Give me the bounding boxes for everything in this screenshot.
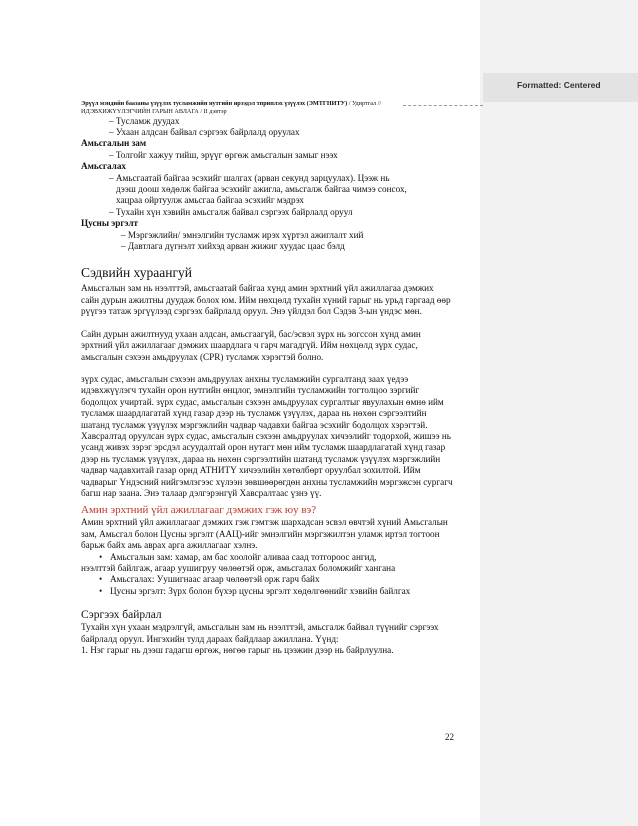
header-line2: ИДЭВХИЖҮҮЛЭГЧИЙН ГАРЫН АВЛАГА / II дэвтэр — [81, 107, 227, 115]
paragraph: зүрх судас, амьсгалын сэхээн амьдруулах анхны тусламжийн сургалтанд заах үедээ идэвхжүүлэгч тухайн орон нутгийн өнцлог, эмнэлгийн тусламжийн тогтолцоо зэргийг бодолцох учиртай. зүрх судас, амьсгалын сэхээн амьдруулах сургалтыг явуулахын өмнө ийм тусламж шаардлагатай хүнд газар дээр нь тусламж үзүүлэх, дараа нь нөхөн сэргээлтийн шатанд тусламж үзүүлэх мэргэжлийн чадвар чадавхи байгаа эсэхийг бодолцох хэрэгтэй. Хавсралтад оруулсан зүрх судас, амьсгалын сэхээн амьдруулах хичээлийг тодорхой, жишээ нь усанд живэх зэрэг эрсдэл асуудалтай орон нутагт мөн ийм тусламж шаардлагатай хүнд газар дээр нь тусламж үзүүлэх, дараа нь нөхөн сэргээлтийн шатанд тусламж үзүүлэх мэргэжлийн чадвар чадавхитай газар орнд АТНИТҮ хичээлийн хөтөлбөрт оруулбал зохилтой. Ийм чадварыг Үндэсний нийгэмлэгээс хүлээн зөвшөөрөгдөн анхны тусламжийн мэргэжсэн сургагч багш нар заана. Энэ талаар дэлгэрэнгүй Хавсралтаас үзнэ үү. — [81, 373, 453, 498]
header-rest: / Удиртгал // — [348, 100, 382, 107]
list-item: – Тухайн хүн хэвийн амьсгалж байвал сэргээх байрлалд оруул — [109, 206, 353, 217]
bullet-list — [81, 552, 454, 563]
list-item: – Мэргэжлийн/ эмнэлгийн тусламж ирэх хүртэл ажиглалт хий — [121, 229, 364, 240]
paragraph: Амьсгалын зам нь нээлттэй, амьсгаатай байгаа хүнд амин эрхтний үйл ажиллагаа дэмжих сайн дурын ажилтны дуудаж болох юм. Ийм нөхцөлд тухайн хүний гарыг нь урьд гаргаад өөр рүүгээ татаж эргүүлээд сэргээх байрлалд оруул. Энэ үйлдэл бол Сэдэв 3-ын үндэс мөн. — [81, 283, 451, 317]
step-item: 1. Нэг гарыг нь дээш гадагш өргөж, нөгөө гарыг нь цээжин дээр нь байрлуулна. — [81, 645, 394, 656]
comment-label: Formatted: Centered — [517, 80, 601, 90]
summary-title: Сэдвийн хураангуй — [81, 265, 193, 281]
document-page — [81, 100, 454, 742]
list-item: – Ухаан алдсан байвал сэргээх байрлалд оруулах — [109, 127, 300, 137]
list-item: – Тусламж дуудах — [109, 115, 180, 126]
bullet-item: • Цусны эргэлт: Зүрх болон бүхэр цусны эргэлт хөдөлгөөнийг хэвийн байлгах — [101, 586, 454, 597]
paragraph: Сайн дурын ажилтнууд ухаан алдсан, амьсгаагүй, бас/эсвэл зүрх нь зогссон хүнд амин эрхтний үйл ажиллагааг дэмжих шаардлага ч гарч магадгүй. Ийм нөхцөлд зүрх судас, амьсгалын сэхээн амьдруулах (CPR) тусламж хэрэгтэй болно. — [81, 328, 421, 362]
why-title: Амин эрхтний үйл ажиллагааг дэмжих гэж юу вэ? — [81, 504, 317, 517]
airway-heading: Амьсгалын зам — [81, 138, 147, 149]
list-item-line: – Амьсгаатай байгаа эсэхийг шалгах (арван секунд зарцуулах). Цээж нь — [109, 172, 390, 183]
paragraph: Тухайн хүн ухаан мэдрэлгүй, амьсгалын зам нь нээлттэй, амьсгалж байвал түүнийг сэргээх байрлалд оруул. Ингэхийн тулд дараах байдлаар ажиллана. Үүнд: — [81, 622, 439, 644]
page-number: 22 — [445, 732, 454, 742]
list-item — [81, 173, 454, 207]
comment-balloon[interactable] — [483, 73, 638, 102]
list-item-line: дээш доош хөдөлж байгаа эсэхийг ажигла, амьсгалж байгаа чимээ сонсох, — [116, 184, 407, 195]
breathing-heading: Амьсгалах — [81, 161, 127, 172]
bullet-item: • Амьсгалын зам: хамар, ам бас хоолойг аливаа саад тотгороос ангид, — [101, 552, 454, 563]
circulation-heading: Цусны эргэлт — [81, 218, 139, 229]
list-item-line: хацраа ойртуулж амьсгаа байгаа эсэхийг мэдрэх — [116, 195, 304, 206]
bullet-continuation: нээлттэй байлгаж, агаар уушигруу чөлөөтэй орж, амьсгалах боломжийг хангана — [81, 563, 396, 573]
paragraph: Амин эрхтний үйл ажиллагааг дэмжих гэж гэмтэж шархадсан эсвэл өвчтэй хүний Амьсгалын зам, Амьсгал болон Цусны эргэлт (ААЦ)-ийг эмнэлгийн мэргэжилтэн уламж иртэл тогтоон барьж байх амь аврах арга ажиллагааг хэлнэ. — [81, 517, 448, 551]
running-header — [81, 100, 454, 116]
bullet-item: • Амьсгалах: Уушигнаас агаар чөлөөтэй орж гарч байх — [101, 574, 454, 585]
header-bold: Эрүүл мэндийн баазаны үзүүлэх тусламжийн нутгийн ирээдэл тприплэх үзүүлэх (ЭМТГНИТУ) — [81, 100, 348, 107]
comment-pane — [480, 0, 638, 826]
list-item: – Давтлага дүгнэлт хийхэд арван жижиг хуудас цаас бэлд — [121, 241, 345, 252]
bullet-list — [81, 574, 454, 597]
list-item: – Толгойг хажуу тийш, эрүүг өргөж амьсгалын замыг нээх — [109, 149, 338, 160]
recovery-title: Сэргээх байрлал — [81, 609, 162, 622]
